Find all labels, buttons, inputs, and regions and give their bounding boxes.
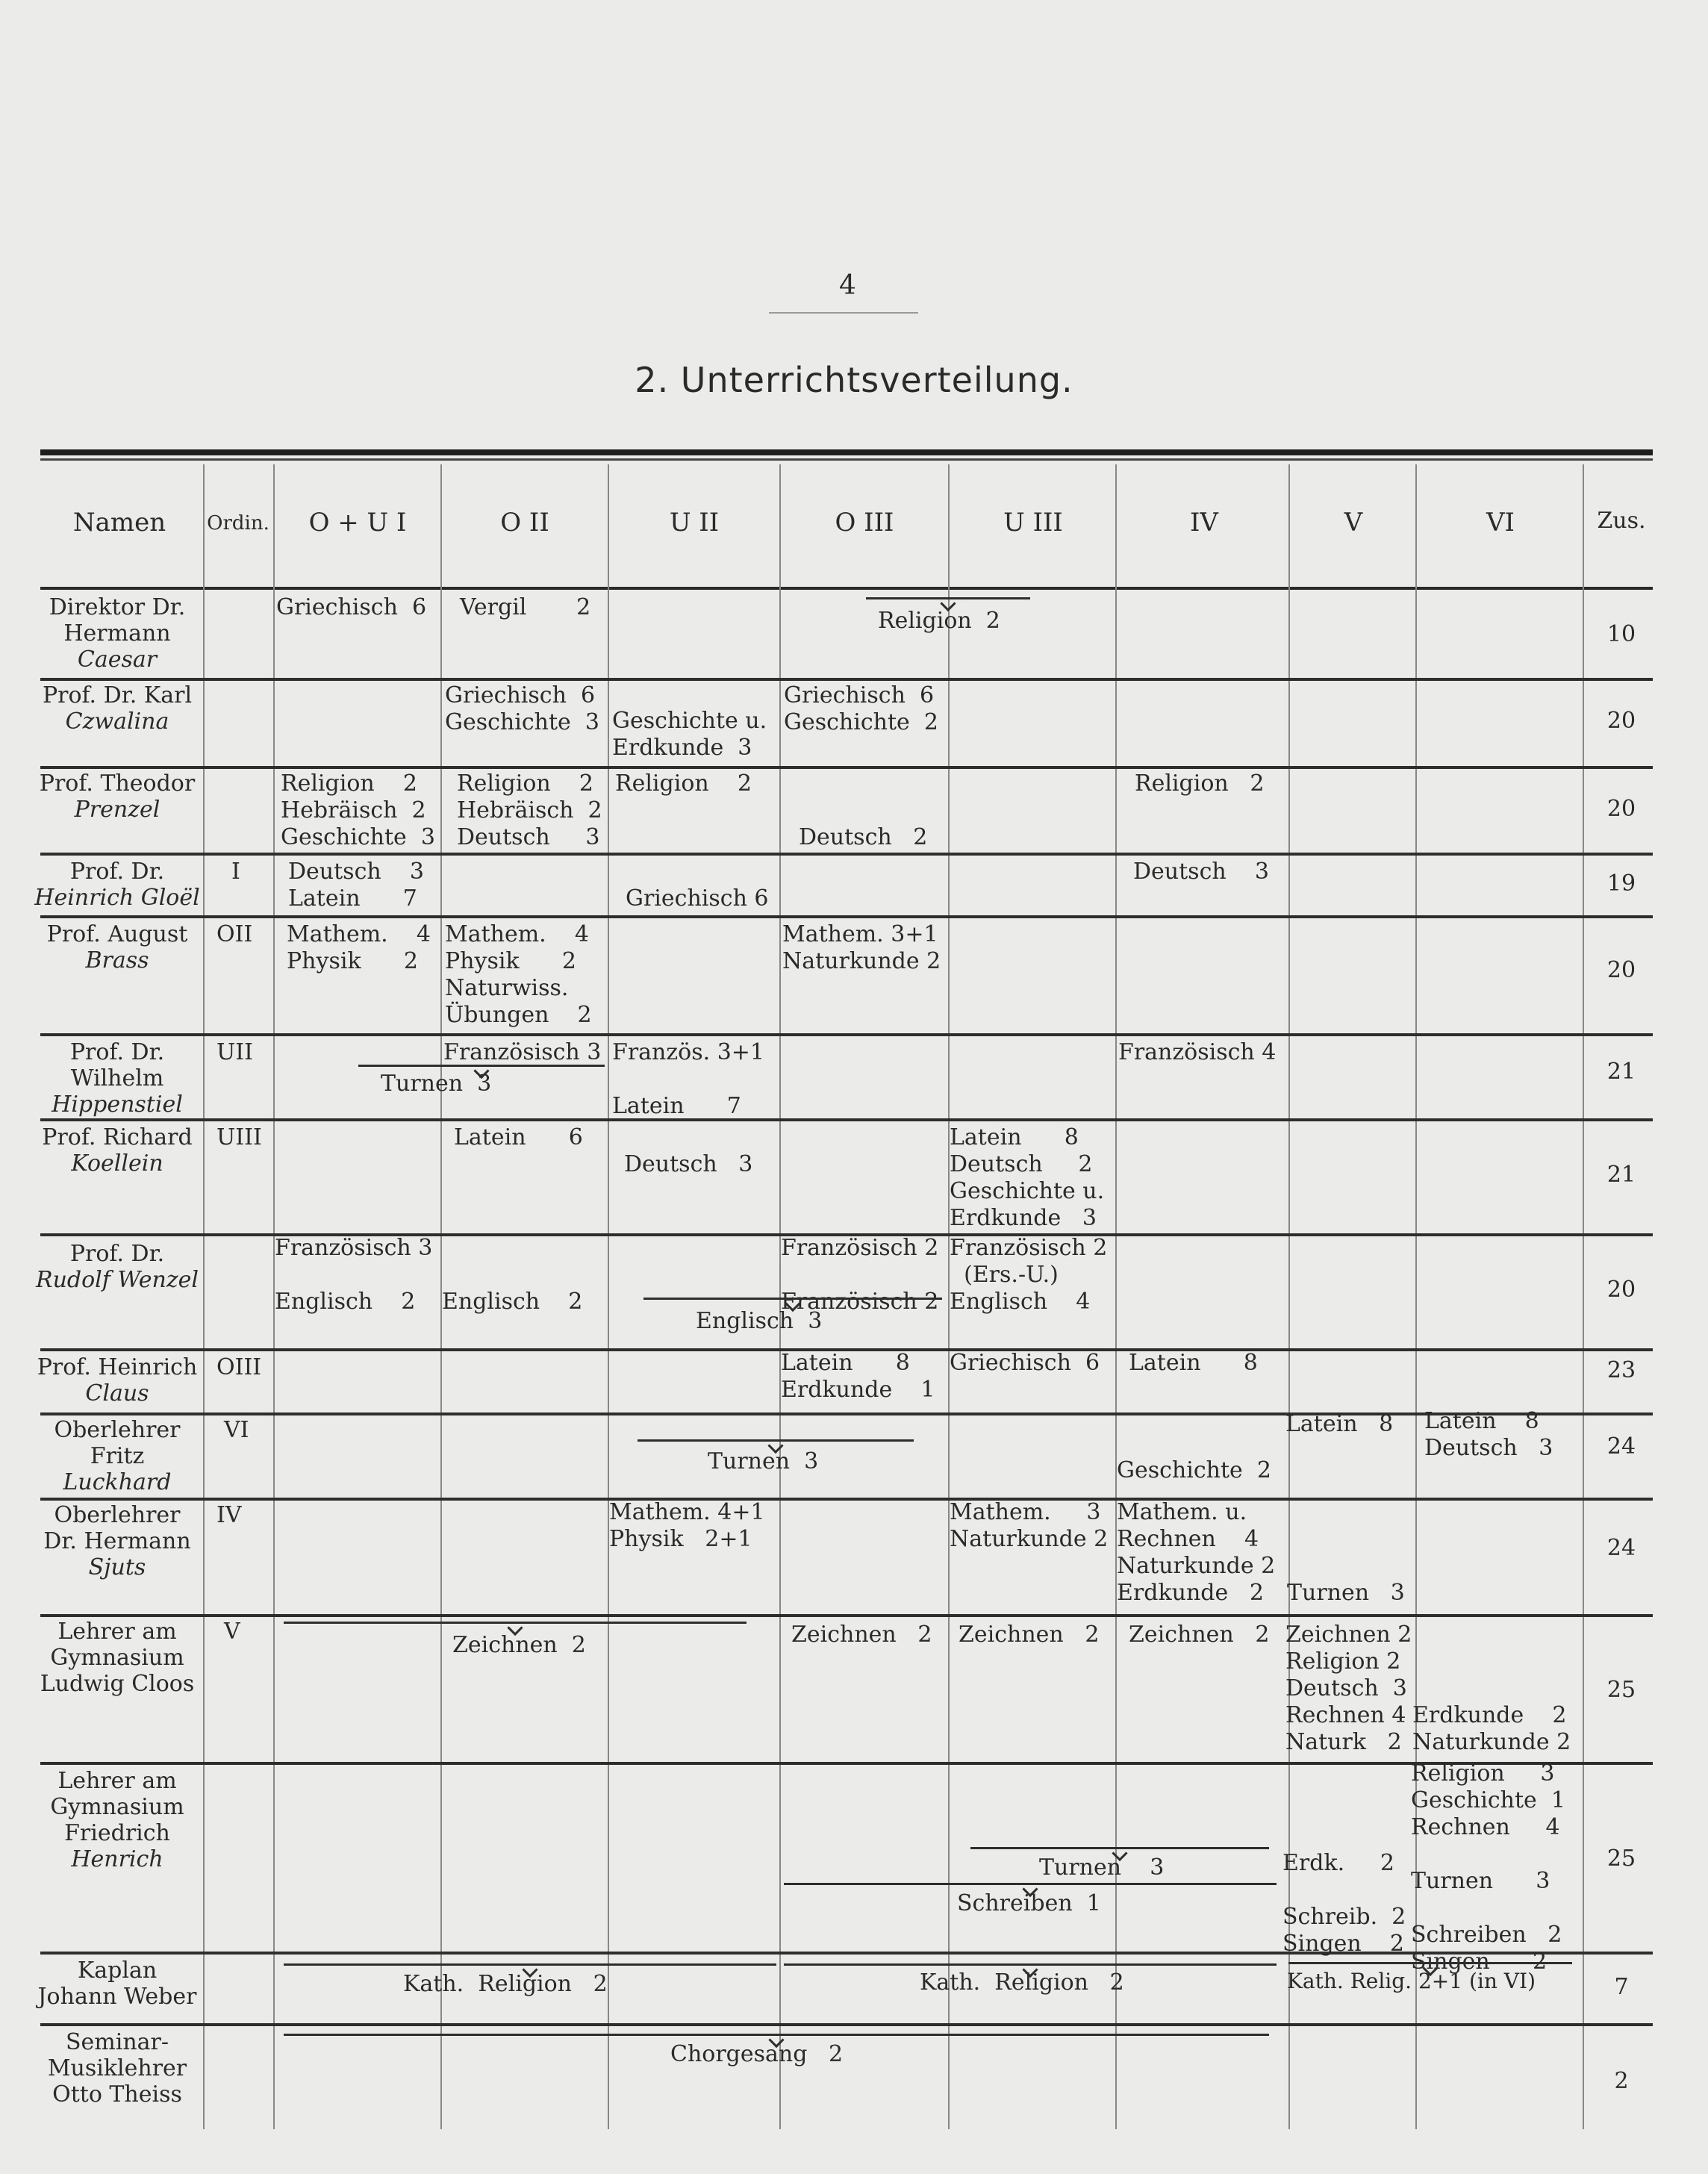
cell-uii: Geschichte u. Erdkunde 3 bbox=[612, 708, 767, 761]
page-number: 4 bbox=[839, 270, 856, 301]
cell-uiii: Griechisch 6 bbox=[950, 1350, 1100, 1376]
row-separator bbox=[40, 1413, 1653, 1415]
cell-oui: Griechisch 6 bbox=[276, 594, 427, 620]
row-separator bbox=[40, 915, 1653, 918]
cell-oui: Deutsch 3 Latein 7 bbox=[288, 859, 424, 912]
brace bbox=[643, 1298, 942, 1307]
cell-oiii: Zeichnen 2 bbox=[791, 1622, 932, 1648]
total-hours: 24 bbox=[1606, 1433, 1636, 1460]
header-oui: O + U I bbox=[308, 508, 407, 538]
total-hours: 21 bbox=[1606, 1162, 1636, 1188]
total-hours: 24 bbox=[1606, 1535, 1636, 1561]
total-hours: 20 bbox=[1606, 796, 1636, 822]
cell-uiii: Französisch 2 (Ers.-U.) Englisch 4 bbox=[950, 1235, 1108, 1315]
row-separator bbox=[40, 1118, 1653, 1121]
cell-iv: Deutsch 3 bbox=[1133, 859, 1269, 885]
ordinarius: V bbox=[224, 1619, 240, 1645]
teacher-name: Oberlehrer Fritz Luckhard bbox=[54, 1417, 181, 1495]
cell-oii: Englisch 2 bbox=[442, 1289, 583, 1315]
row-separator bbox=[40, 766, 1653, 769]
row-separator bbox=[40, 1614, 1653, 1617]
total-hours: 23 bbox=[1606, 1357, 1636, 1383]
teacher-name: Prof. August Brass bbox=[46, 921, 188, 974]
teacher-name: Lehrer am Gymnasium Friedrich Henrich bbox=[50, 1768, 184, 1872]
total-hours: 10 bbox=[1606, 621, 1636, 647]
brace bbox=[866, 597, 1030, 607]
cell-uii: Religion 2 bbox=[615, 770, 752, 797]
cell-oiii: Französisch 2 Französisch 2 bbox=[781, 1235, 939, 1315]
teacher-name: Lehrer am Gymnasium Ludwig Cloos bbox=[40, 1619, 195, 1697]
cell-v: Zeichnen 2 Religion 2 Deutsch 3 Rechnen 4 Naturk 2 bbox=[1285, 1622, 1412, 1755]
cell-chorgesang-span: Chorgesang 2 bbox=[670, 2041, 844, 2067]
cell-iv: Latein 8 bbox=[1129, 1350, 1258, 1376]
cell-oui: Französisch 3 Englisch 2 bbox=[275, 1235, 433, 1315]
cell-kath-religion-2: Kath. Religion 2 bbox=[920, 1969, 1124, 1996]
brace bbox=[284, 1622, 747, 1631]
header-ordin: Ordin. bbox=[207, 512, 269, 535]
cell-vi: Erdkunde 2 Naturkunde 2 bbox=[1412, 1702, 1571, 1755]
teacher-name: Direktor Dr. Hermann Caesar bbox=[49, 594, 186, 673]
column-divider bbox=[608, 464, 609, 2129]
cell-turnen-span: Turnen 3 bbox=[1039, 1854, 1165, 1881]
cell-uii: Französ. 3+1 Latein 7 bbox=[612, 1039, 765, 1119]
header-v: V bbox=[1344, 508, 1363, 538]
teacher-name: Prof. Dr. Karl Czwalina bbox=[42, 682, 193, 735]
cell-uii: Griechisch 6 bbox=[626, 885, 769, 912]
table-top-rule-thin bbox=[40, 458, 1653, 461]
cell-oiii: Mathem. 3+1 Naturkunde 2 bbox=[782, 921, 941, 974]
total-hours: 25 bbox=[1606, 1677, 1636, 1703]
row-separator bbox=[40, 678, 1653, 681]
ordinarius: UII bbox=[216, 1039, 253, 1065]
total-hours: 19 bbox=[1606, 870, 1636, 897]
teacher-name: Prof. Theodor Prenzel bbox=[39, 770, 196, 823]
cell-uii: Deutsch 3 bbox=[624, 1151, 753, 1177]
page-number-rule bbox=[769, 312, 918, 314]
cell-oiii: Latein 8 Erdkunde 1 bbox=[781, 1350, 935, 1403]
total-hours: 2 bbox=[1614, 2068, 1629, 2094]
table-top-rule bbox=[40, 449, 1653, 455]
header-vi: VI bbox=[1486, 508, 1515, 538]
cell-v: Latein 8 bbox=[1285, 1411, 1394, 1437]
cell-uiii: Mathem. 3 Naturkunde 2 bbox=[950, 1499, 1109, 1552]
ordinarius: VI bbox=[224, 1417, 249, 1443]
cell-religion-span: Religion 2 bbox=[878, 608, 1000, 634]
cell-oui: Mathem. 4 Physik 2 bbox=[287, 921, 431, 974]
total-hours: 20 bbox=[1606, 957, 1636, 983]
cell-iv: Geschichte 2 bbox=[1117, 1457, 1271, 1483]
cell-turnen-span: Turnen 3 bbox=[381, 1071, 492, 1097]
page-title: 2. Unterrichtsverteilung. bbox=[635, 360, 1073, 400]
total-hours: 20 bbox=[1606, 708, 1636, 734]
cell-v: Turnen 3 bbox=[1287, 1580, 1405, 1606]
cell-oii: Französisch 3 bbox=[443, 1039, 602, 1065]
cell-iv: Religion 2 bbox=[1135, 770, 1265, 797]
cell-oii: Griechisch 6 Geschichte 3 bbox=[445, 682, 599, 735]
cell-iv: Französisch 4 bbox=[1118, 1039, 1277, 1065]
header-uii: U II bbox=[669, 508, 720, 538]
cell-schreiben-span: Schreiben 1 bbox=[957, 1890, 1101, 1916]
teacher-name: Prof. Richard Koellein bbox=[42, 1124, 193, 1177]
cell-uiii: Latein 8 Deutsch 2 Geschichte u. Erdkunde 3 bbox=[950, 1124, 1105, 1231]
row-separator bbox=[40, 1033, 1653, 1036]
header-uiii: U III bbox=[1003, 508, 1063, 538]
cell-oiii: Griechisch 6 Geschichte 2 bbox=[784, 682, 938, 735]
cell-turnen-span: Turnen 3 bbox=[708, 1448, 819, 1474]
total-hours: 21 bbox=[1606, 1059, 1636, 1085]
cell-zeichnen-span: Zeichnen 2 bbox=[452, 1632, 586, 1658]
header-namen: Namen bbox=[72, 508, 166, 538]
ordinarius: OII bbox=[216, 921, 253, 947]
teacher-name: Prof. Dr. Heinrich Gloël bbox=[34, 859, 200, 911]
teacher-name: Oberlehrer Dr. Hermann Sjuts bbox=[43, 1502, 191, 1580]
cell-iv: Mathem. u. Rechnen 4 Naturkunde 2 Erdkunde 2 bbox=[1117, 1499, 1276, 1606]
cell-oii: Latein 6 bbox=[454, 1124, 583, 1150]
row-separator bbox=[40, 853, 1653, 856]
cell-iv: Zeichnen 2 bbox=[1129, 1622, 1270, 1648]
cell-oii: Vergil 2 bbox=[460, 594, 591, 620]
cell-englisch-span: Englisch 3 bbox=[696, 1308, 823, 1334]
column-divider bbox=[203, 464, 205, 2129]
cell-vi: Latein 8 Deutsch 3 bbox=[1424, 1408, 1553, 1461]
teacher-name: Prof. Dr. Wilhelm Hippenstiel bbox=[52, 1039, 183, 1118]
ordinarius: UIII bbox=[216, 1124, 262, 1150]
cell-vi: Religion 3 Geschichte 1 Rechnen 4 Turnen 3 Schreiben 2 Singen 2 bbox=[1411, 1760, 1565, 1975]
cell-oiii: Deutsch 2 bbox=[799, 824, 928, 850]
teacher-name: Prof. Heinrich Claus bbox=[37, 1354, 198, 1407]
total-hours: 20 bbox=[1606, 1277, 1636, 1303]
header-zus: Zus. bbox=[1597, 508, 1646, 534]
ordinarius: I bbox=[231, 859, 240, 885]
header-iv: IV bbox=[1190, 508, 1218, 538]
ordinarius: OIII bbox=[216, 1354, 262, 1380]
cell-uiii: Zeichnen 2 bbox=[959, 1622, 1100, 1648]
teacher-name: Kaplan Johann Weber bbox=[37, 1957, 197, 2010]
row-separator bbox=[40, 1498, 1653, 1501]
header-oii: O II bbox=[500, 508, 549, 538]
total-hours: 7 bbox=[1614, 1974, 1629, 2000]
teacher-name: Prof. Dr. Rudolf Wenzel bbox=[35, 1241, 199, 1293]
header-oiii: O III bbox=[835, 508, 894, 538]
cell-v: Erdk. 2 Schreib. 2 Singen 2 bbox=[1282, 1850, 1406, 1957]
row-separator bbox=[40, 2023, 1653, 2026]
cell-oui: Religion 2 Hebräisch 2 Geschichte 3 bbox=[281, 770, 435, 850]
cell-oii: Mathem. 4 Physik 2 Naturwiss. Übungen 2 bbox=[445, 921, 592, 1028]
cell-oii: Religion 2 Hebräisch 2 Deutsch 3 bbox=[457, 770, 602, 850]
teacher-name: Seminar- Musiklehrer Otto Theiss bbox=[47, 2029, 187, 2108]
total-hours: 25 bbox=[1606, 1846, 1636, 1872]
header-rule bbox=[40, 587, 1653, 590]
cell-kath-religion-3: Kath. Relig. 2+1 (in VI) bbox=[1287, 1969, 1536, 1993]
ordinarius: IV bbox=[216, 1502, 242, 1528]
cell-uii: Mathem. 4+1 Physik 2+1 bbox=[609, 1499, 765, 1552]
cell-kath-religion-1: Kath. Religion 2 bbox=[403, 1971, 608, 1997]
